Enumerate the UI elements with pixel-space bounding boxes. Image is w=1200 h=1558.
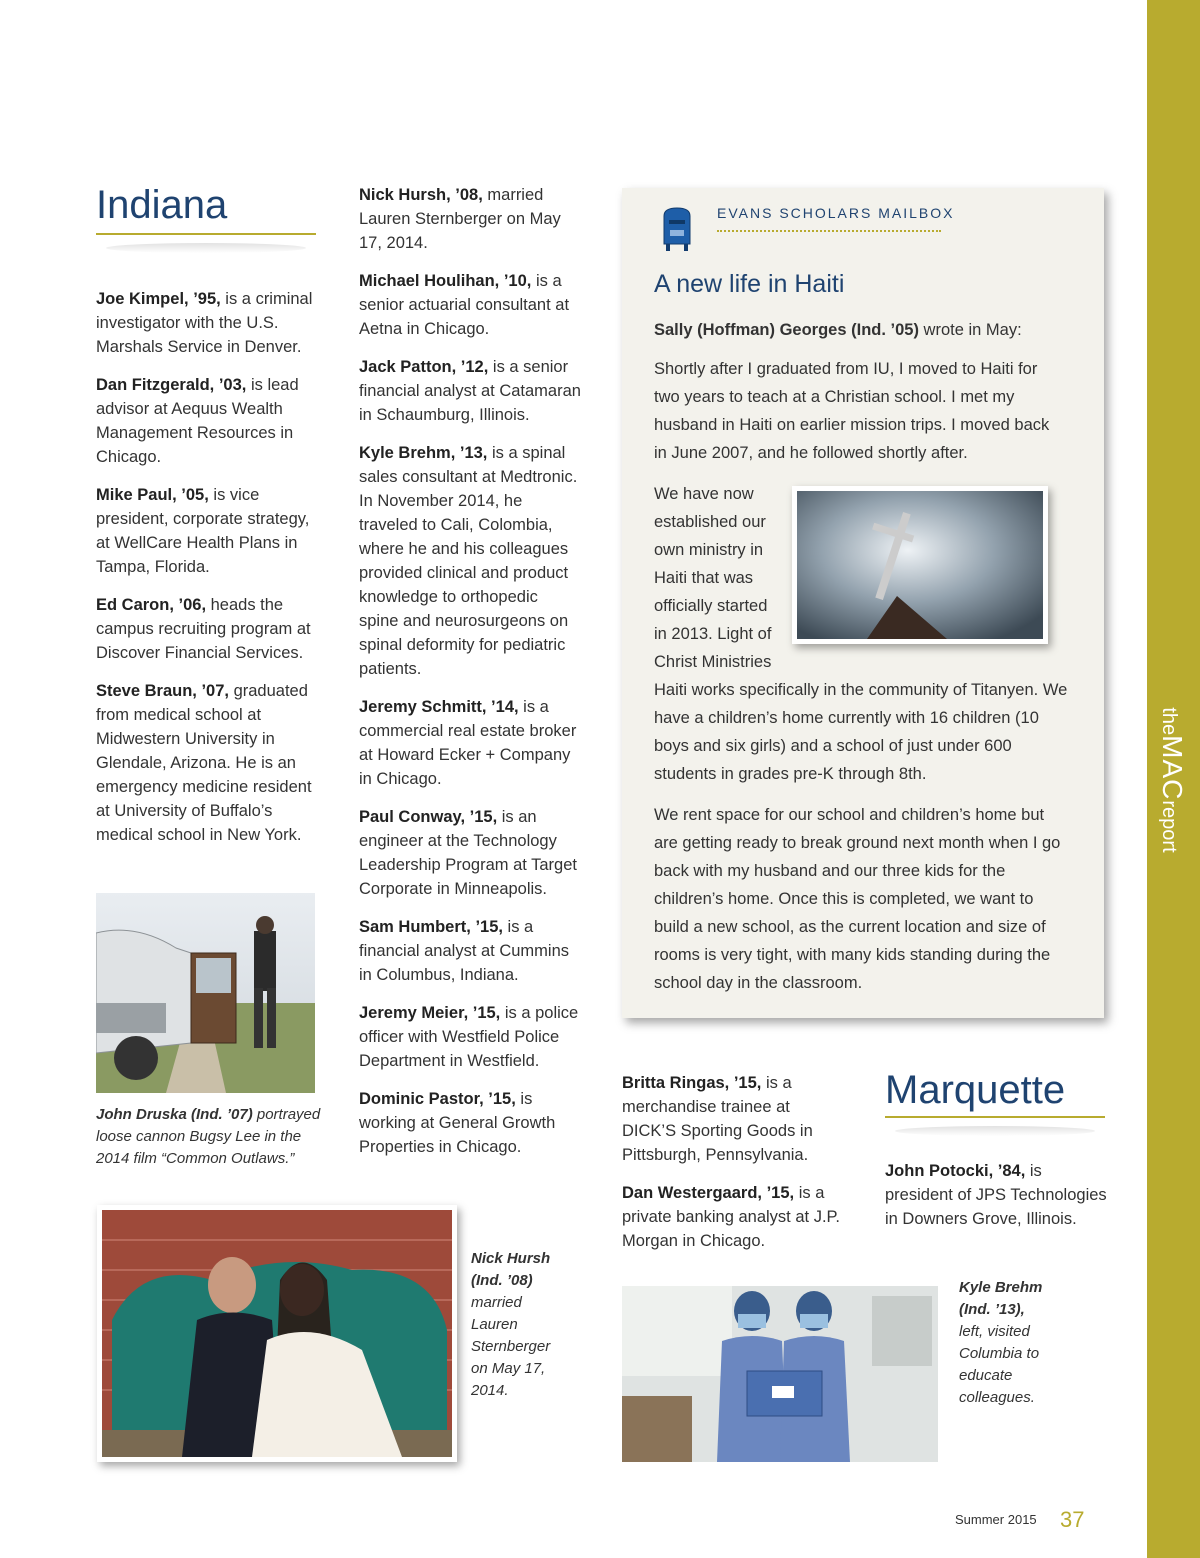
class-note: Steve Braun, ’07, graduated from medical school at Midwestern University in Glendale, Arizona. He is an emergency medicine resident at University of Buffalo’s medical school in New York.: [96, 682, 312, 844]
evans-scholars-mailbox: [622, 188, 1104, 1018]
indiana-heading: Indiana: [96, 183, 228, 227]
hursh-caption: Nick Hursh (Ind. ’08) married Lauren Sternberger on May 17, 2014.: [471, 1250, 551, 1399]
heading-rule: [96, 233, 316, 235]
surgeons-photo: [622, 1286, 938, 1462]
class-note: Nick Hursh, ’08, married Lauren Sternberger on May 17, 2014.: [359, 186, 561, 252]
class-note: John Potocki, ’84, is president of JPS Technologies in Downers Grove, Illinois.: [885, 1162, 1107, 1228]
page-number: 37: [1060, 1507, 1085, 1532]
class-note: Ed Caron, ’06, heads the campus recruiting program at Discover Financial Services.: [96, 596, 311, 662]
class-note: Britta Ringas, ’15, is a merchandise trainee at DICK’S Sporting Goods in Pittsburgh, Pennsylvania.: [622, 1074, 813, 1164]
indiana-column-3: [622, 1071, 844, 1267]
mailbox-label: EVANS SCHOLARS MAILBOX: [717, 205, 955, 221]
class-note: Jeremy Schmitt, ’14, is a commercial real estate broker at Howard Ecker + Company in Chicago.: [359, 698, 577, 788]
druska-photo: [96, 893, 315, 1093]
wedding-photo: [97, 1205, 457, 1462]
druska-caption: John Druska (Ind. ’07) portrayed loose cannon Bugsy Lee in the 2014 film “Common Outlaws.”: [96, 1106, 321, 1167]
mailbox-paragraph-2b: Haiti works specifically in the community of Titanyen. We have a children’s home currently with 16 children (10 boys and six girls) and a school of just under 600 students in grades pre-K through 8th.: [654, 681, 1068, 783]
class-note: Mike Paul, ’05, is vice president, corporate strategy, at WellCare Health Plans in Tampa, Florida.: [96, 486, 310, 576]
mailbox-byline: Sally (Hoffman) Georges (Ind. ’05) wrote in May:: [654, 321, 1022, 339]
class-note: Joe Kimpel, ’95, is a criminal investigator with the U.S. Marshals Service in Denver.: [96, 290, 313, 356]
brehm-caption: Kyle Brehm (Ind. ’13), left, visited Columbia to educate colleagues.: [959, 1279, 1043, 1406]
mailbox-paragraph-1: Shortly after I graduated from IU, I moved to Haiti for two years to teach at a Christian school. I met my husband in Haiti on earlier mission trips. I moved back in June 2007, and he followed shortly after.: [654, 360, 1050, 462]
mailbox-paragraph-3: We rent space for our school and children’s home but are getting ready to break ground next month when I go back with my husband and our three kids for the children’s home. Once this is completed, we want to build a new school, as the current location and size of rooms is very tight, with many kids standing during the school day in the classroom.: [654, 806, 1061, 992]
class-note: Jeremy Meier, ’15, is a police officer with Westfield Police Department in Westfield.: [359, 1004, 579, 1070]
class-note: Dominic Pastor, ’15, is working at General Growth Properties in Chicago.: [359, 1090, 556, 1156]
heading-shadow: [895, 1126, 1095, 1136]
heading-shadow: [106, 243, 306, 253]
indiana-column-1: [96, 287, 318, 861]
class-note: Dan Westergaard, ’15, is a private banking analyst at J.P. Morgan in Chicago.: [622, 1184, 840, 1250]
class-note: Dan Fitzgerald, ’03, is lead advisor at Aequus Wealth Management Resources in Chicago.: [96, 376, 299, 466]
class-note: Jack Patton, ’12, is a senior financial analyst at Catamaran in Schaumburg, Illinois.: [359, 358, 581, 424]
class-note: Paul Conway, ’15, is an engineer at the Technology Leadership Program at Target Corporate in Minneapolis.: [359, 808, 577, 898]
class-note: Michael Houlihan, ’10, is a senior actuarial consultant at Aetna in Chicago.: [359, 272, 570, 338]
marquette-section-header: [885, 1068, 1105, 1136]
cross-photo: [792, 486, 1048, 644]
class-note: Sam Humbert, ’15, is a financial analyst at Cummins in Columbus, Indiana.: [359, 918, 570, 984]
marquette-column: [885, 1159, 1110, 1245]
mailbox-paragraph-2a: We have now established our own ministry in Haiti that was officially started in 2013. Light of Christ Ministries: [654, 485, 772, 671]
mailbox-title: A new life in Haiti: [654, 270, 845, 298]
issue-date: Summer 2015: [955, 1512, 1037, 1527]
magazine-wordmark: theMACreport: [1157, 707, 1188, 853]
heading-rule: [885, 1116, 1105, 1118]
label-dotted-rule: [717, 230, 941, 232]
indiana-section-header: [96, 183, 316, 253]
indiana-column-2: [359, 183, 581, 1173]
mailbox-icon: [660, 206, 694, 252]
class-note: Kyle Brehm, ’13, is a spinal sales consultant at Medtronic. In November 2014, he traveled to Cali, Colombia, where he and his colleagues provided clinical and product knowledge to orthopedic spine and neurosurgeons on spinal deformity for pediatric patients.: [359, 444, 578, 678]
marquette-heading: Marquette: [885, 1068, 1066, 1112]
